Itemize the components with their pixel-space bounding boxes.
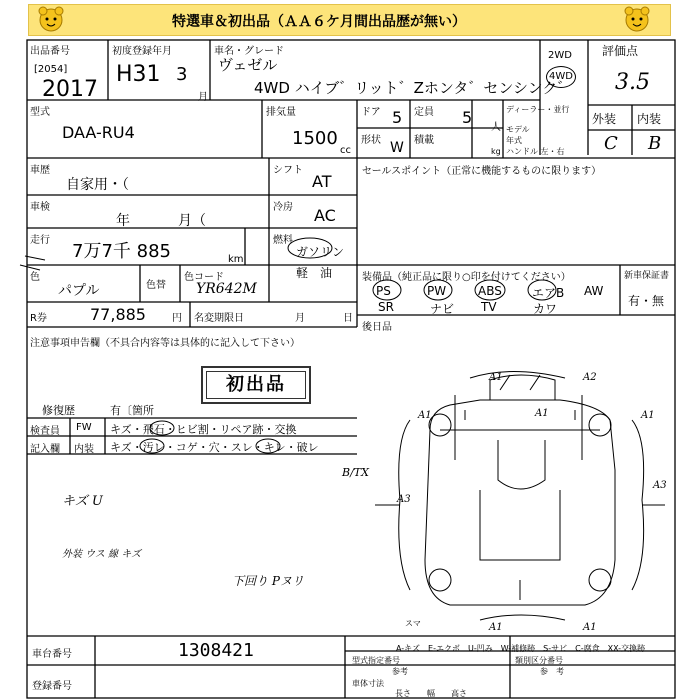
color: パプル xyxy=(58,283,100,299)
fw-items: キズ・飛石・ヒビ割・リペア跡・交換 xyxy=(110,423,297,436)
fw-label: FW xyxy=(76,422,92,433)
mileage: 7万7千 885 xyxy=(72,241,171,262)
deadline-day: 日 xyxy=(343,313,353,324)
diagram-bottom-label: スマ xyxy=(405,619,421,628)
post-label: 後日品 xyxy=(362,322,392,333)
first-reg-era: H31 xyxy=(116,62,161,87)
shape: W xyxy=(390,140,404,156)
exterior-label: 外装 xyxy=(592,112,617,126)
mileage-label: 走行 xyxy=(30,235,50,246)
class-label: 類別区分番号 xyxy=(515,656,563,665)
handle-label: ハンドル 左・右 xyxy=(506,147,565,156)
rating-value: 3.5 xyxy=(615,70,650,95)
repair-label: 修復歴 xyxy=(42,404,75,417)
body-size-label: 車体寸法 xyxy=(352,679,384,688)
load-label: 積載 xyxy=(414,135,434,146)
type-value: 自家用・（ xyxy=(66,177,129,193)
equip-pw: PW xyxy=(427,284,447,298)
lot-label: 出品番号 xyxy=(30,46,70,57)
model-label: 型式 xyxy=(30,107,50,118)
doors-label: ドア xyxy=(361,107,381,118)
new-warranty: 有・無 xyxy=(628,294,665,308)
class-ref: 参 考 xyxy=(540,667,564,676)
new-warranty-label: 新車保証書 xyxy=(624,271,670,281)
damage-mark-left-fender: A1 xyxy=(418,410,432,421)
inspection-year: 年 xyxy=(116,213,130,229)
note-bitx: B/TX xyxy=(342,466,369,479)
price-label: R券 xyxy=(30,313,47,324)
model: DAA-RU4 xyxy=(62,123,135,142)
grade: 4WD ハイブ゛リット゛Zホンタ゛センシンク゛ xyxy=(254,79,573,97)
inspector-label-1: 検査員 xyxy=(30,426,60,437)
damage-mark-right-fender: A1 xyxy=(641,410,655,421)
chassis-number: 1308421 xyxy=(178,640,254,661)
price: 77,885 xyxy=(90,305,146,324)
drive-4wd: 4WD xyxy=(546,66,576,88)
first-reg-month: 3 xyxy=(176,64,188,85)
damage-mark-right-door: A3 xyxy=(653,480,667,491)
fuel-label: 燃料 xyxy=(273,235,293,246)
doors: 5 xyxy=(392,108,403,127)
interior-items-label: 内装 xyxy=(74,444,94,455)
kg-unit: kg xyxy=(491,147,501,156)
equip-abs: ABS xyxy=(478,284,502,298)
interior-grade: B xyxy=(648,133,662,154)
damage-mark-left-door: A3 xyxy=(397,494,411,505)
deadline-label: 名変期限日 xyxy=(194,313,244,324)
sales-label: セールスポイント（正常に機能するものに限ります） xyxy=(362,166,602,177)
yen-unit: 円 xyxy=(172,313,182,324)
chassis-label: 車台番号 xyxy=(32,649,72,660)
cert-ref: 参考 xyxy=(392,667,408,676)
first-listing-stamp: 初出品 xyxy=(201,366,311,404)
shift: AT xyxy=(312,172,332,191)
lot-number: 2017 xyxy=(42,77,98,102)
car-name: ヴェゼル xyxy=(218,56,278,74)
inspector-label-2: 記入欄 xyxy=(30,444,60,455)
declaration-label: 注意事項申告欄（不具合内容等は具体的に記入して下さい） xyxy=(30,338,300,349)
equip-airbag: エアB xyxy=(532,286,565,300)
registration-label: 登録番号 xyxy=(32,681,72,692)
shape-label: 形状 xyxy=(361,135,381,146)
body-size-units: 長さ 幅 高さ xyxy=(395,689,467,698)
damage-mark-front-left: A1 xyxy=(489,372,503,383)
color-code-label: 色コード xyxy=(184,272,224,283)
shift-label: シフト xyxy=(273,165,303,176)
interior-label: 内装 xyxy=(637,112,662,126)
ac-label: 冷房 xyxy=(273,202,293,213)
inspection-label: 車検 xyxy=(30,202,50,213)
displacement: 1500 xyxy=(292,128,338,149)
rating-label: 評価点 xyxy=(602,44,639,58)
lot-code: [2054] xyxy=(34,64,68,75)
equipment-label: 装備品（純正品に限り○印を付けてください） xyxy=(362,272,571,283)
km-unit: km xyxy=(228,254,244,265)
damage-mark-front-right: A2 xyxy=(583,372,597,383)
damage-legend: A-キズ E-エクボ U-凹み W-補修跡 S-サビ C-腐食 XX-交換跡 xyxy=(396,644,646,653)
deadline-month: 月 xyxy=(295,313,305,324)
damage-mark-hood: A1 xyxy=(535,408,549,419)
dealer-label: ディーラー・並行 xyxy=(506,105,570,114)
drive-2wd: 2WD xyxy=(548,50,572,61)
equip-sr: SR xyxy=(378,300,394,314)
month-unit: 月 xyxy=(198,92,208,103)
color-no-label: 色替 xyxy=(146,280,166,291)
equip-navi: ナビ xyxy=(430,302,455,316)
cc-unit: cc xyxy=(340,145,351,156)
note-handwritten-3: 下回り Pヌリ xyxy=(232,574,304,588)
model-year-label: モデル 年式 xyxy=(506,125,530,145)
displacement-label: 排気量 xyxy=(266,107,296,118)
damage-mark-rear-left: A1 xyxy=(489,622,503,633)
note-handwritten-1: キズ U xyxy=(62,494,103,509)
interior-items: キズ・汚レ・コゲ・穴・スレ・キレ・破レ xyxy=(110,441,319,454)
exterior-grade: C xyxy=(604,133,618,154)
capacity-label: 定員 xyxy=(414,107,434,118)
banner-title: 特選車＆初出品（ＡＡ６ケ月間出品歴が無い） xyxy=(172,14,466,30)
equip-leather: カワ xyxy=(533,302,558,316)
fuel-diesel: 軽 油 xyxy=(296,266,333,280)
note-handwritten-2: 外装 ウス 線 キズ xyxy=(62,549,142,560)
cert-label: 型式指定番号 xyxy=(352,656,400,665)
fuel-gasoline: ガソリン xyxy=(296,245,345,259)
car-name-label: 車名・グレード xyxy=(214,46,284,57)
equip-ps: PS xyxy=(376,284,391,298)
equip-aw: AW xyxy=(584,284,604,298)
first-reg-label: 初度登録年月 xyxy=(112,46,172,57)
inspection-month: 月（ xyxy=(178,213,206,229)
color-label: 色 xyxy=(30,272,40,283)
repair-value: 有〔箇所 xyxy=(110,404,154,417)
capacity-unit: 人 xyxy=(491,122,501,133)
equip-tv: TV xyxy=(481,300,497,314)
type-label: 車歴 xyxy=(30,165,50,176)
damage-mark-rear-right: A1 xyxy=(583,622,597,633)
ac: AC xyxy=(314,206,336,225)
capacity: 5 xyxy=(462,108,473,127)
color-code: YR642M xyxy=(196,281,257,297)
